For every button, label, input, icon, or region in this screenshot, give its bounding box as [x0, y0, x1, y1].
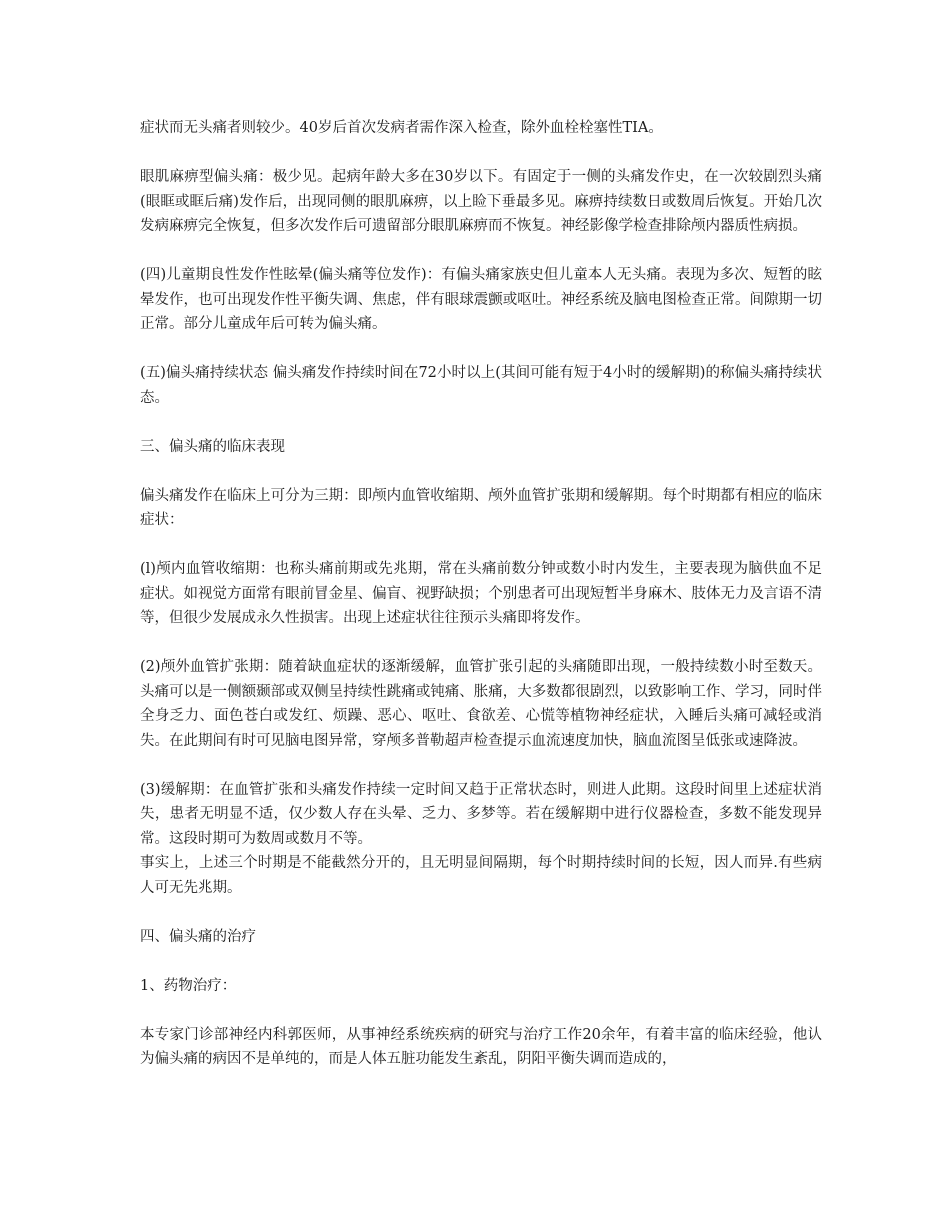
- paragraph-vasoconstriction-phase: (l)颅内血管收缩期：也称头痛前期或先兆期，常在头痛前数分钟或数小时内发生，主要表现为脑供血不足症状。如视觉方面常有眼前冒金星、偏盲、视野缺损；个别患者可出现短暂半身麻木、肢体无力及言语不清等，但很少发展成永久性损害。出现上述症状往往预示头痛即将发作。: [140, 561, 822, 626]
- paragraph-status-migrainosus: (五)偏头痛持续状态 偏头痛发作持续时间在72小时以上(其间可能有短于4小时的缓解期)的称偏头痛持续状态。: [140, 365, 822, 406]
- section-heading-treatment: 四、偏头痛的治疗: [140, 928, 256, 945]
- paragraph-childhood-vertigo: (四)儿童期良性发作性眩晕(偏头痛等位发作)：有偏头痛家族史但儿童本人无头痛。表现为多次、短暂的眩晕发作，也可出现发作性平衡失调、焦虑，伴有眼球震颤或呕吐。神经系统及脑电图检查正常。间隙期一切正常。部分儿童成年后可转为偏头痛。: [140, 267, 822, 332]
- paragraph-remission-phase: (3)缓解期：在血管扩张和头痛发作持续一定时间又趋于正常状态时，则进人此期。这段时间里上述症状消失，患者无明显不适，仅少数人存在头晕、乏力、多梦等。若在缓解期中进行仪器检查，多数不能发现异常。这段时期可为数周或数月不等。: [140, 781, 822, 847]
- subheading-drug-therapy: 1、药物治疗：: [140, 977, 237, 994]
- paragraph-vasodilation-phase: (2)颅外血管扩张期：随着缺血症状的逐渐缓解，血管扩张引起的头痛随即出现，一般持续数小时至数天。头痛可以是一侧额颞部或双侧呈持续性跳痛或钝痛、胀痛，大多数都很剧烈，以致影响工作、学习，同时伴全身乏力、面色苍白或发红、烦躁、恶心、呕吐、食欲差、心慌等植物神经症状，入睡后头痛可减轻或消失。在此期间有时可见脑电图异常，穿颅多普勒超声检查提示血流速度加快，脑血流图呈低张或速降波。: [140, 659, 822, 749]
- paragraph-ophthalmoplegic-migraine: 眼肌麻痹型偏头痛：极少见。起病年龄大多在30岁以下。有固定于一侧的头痛发作史，在一次较剧烈头痛(眼眶或眶后痛)发作后，出现同侧的眼肌麻痹，以上睑下垂最多见。麻痹持续数日或数周后恢复。开始几次发病麻痹完全恢复，但多次发作后可遗留部分眼肌麻痹而不恢复。神经影像学检查排除颅内器质性病损。: [140, 169, 822, 234]
- paragraph-phases-not-separable: 事实上，上述三个时期是不能截然分开的，且无明显间隔期，每个时期持续时间的长短，因人而异.有些病人可无先兆期。: [140, 855, 822, 896]
- paragraph-three-phases-intro: 偏头痛发作在临床上可分为三期：即颅内血管收缩期、颅外血管扩张期和缓解期。每个时期都有相应的临床症状：: [140, 487, 822, 528]
- document-body: [140, 116, 822, 1096]
- section-heading-clinical-manifestations: 三、偏头痛的临床表现: [140, 438, 285, 455]
- paragraph-age-40-note: 症状而无头痛者则较少。40岁后首次发病者需作深入检查，除外血栓栓塞性TIA。: [140, 120, 663, 136]
- paragraph-doctor-guo: 本专家门诊部神经内科郭医师，从事神经系统疾病的研究与治疗工作20余年，有着丰富的临床经验，他认为偏头痛的病因不是单纯的，而是人体五脏功能发生紊乱，阴阳平衡失调而造成的，: [140, 1026, 822, 1067]
